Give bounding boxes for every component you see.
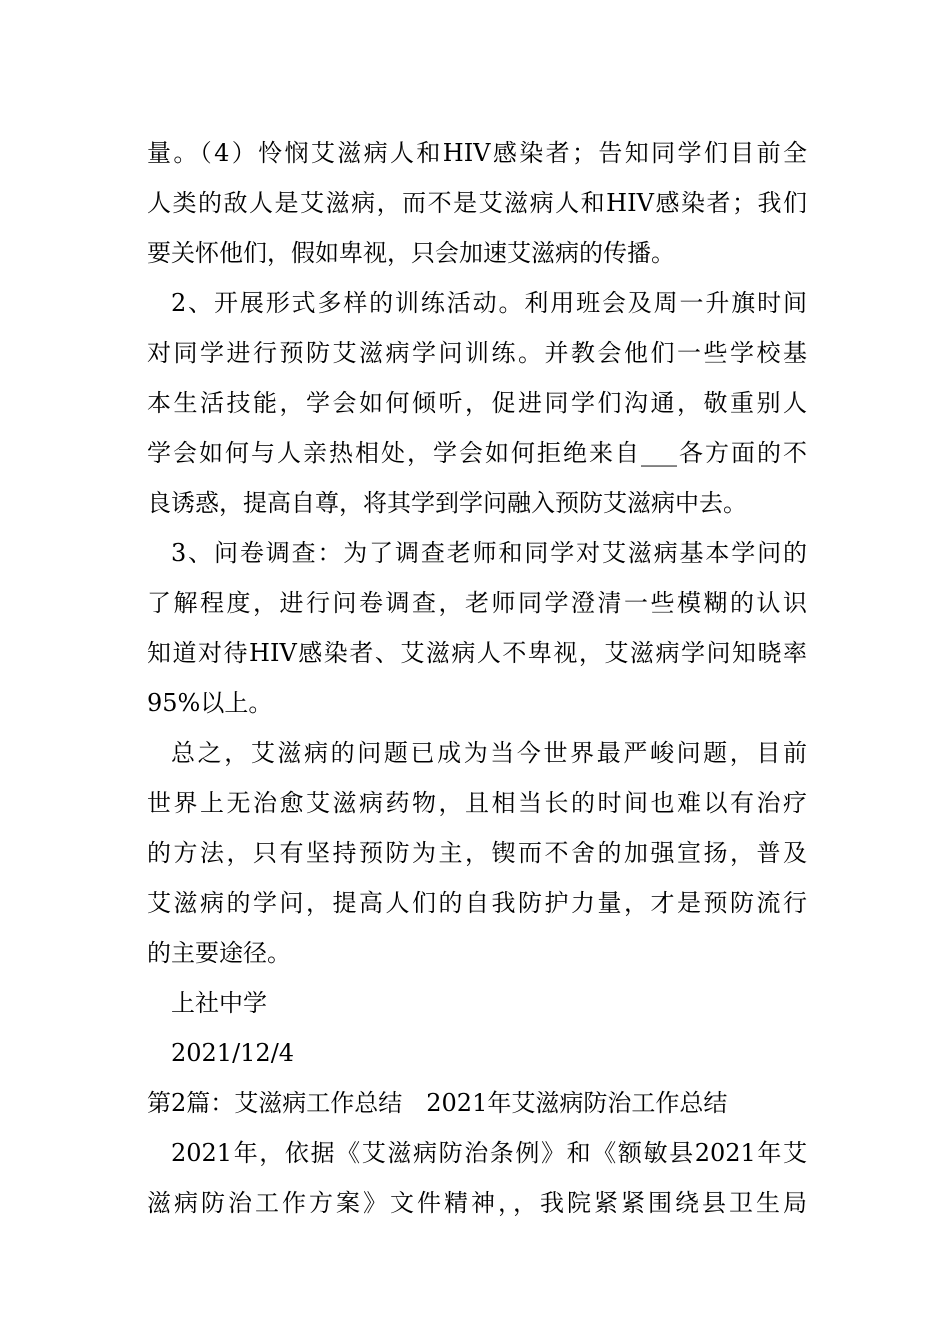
text-line: 95%以上。 — [147, 689, 273, 717]
text-line: 的方法，只有坚持预防为主，锲而不舍的加强宣扬，普及 — [147, 839, 807, 867]
school-name: 上社中学 — [171, 989, 267, 1017]
text-line: 人类的敌人是艾滋病，而不是艾滋病人和HIV感染者；我们 — [147, 189, 807, 217]
text-line: 世界上无治愈艾滋病药物，且相当长的时间也难以有治疗 — [147, 789, 807, 817]
section-heading: 第2篇：艾滋病工作总结 2021年艾滋病防治工作总结 — [147, 1089, 728, 1117]
text-line: 学会如何与人亲热相处，学会如何拒绝来自___各方面的不 — [147, 439, 807, 467]
text-line: 要关怀他们，假如卑视，只会加速艾滋病的传播。 — [147, 239, 675, 267]
text-line: 的主要途径。 — [147, 939, 291, 967]
text-line: 总之，艾滋病的问题已成为当今世界最严峻问题，目前 — [171, 739, 807, 767]
text-line: 对同学进行预防艾滋病学问训练。并教会他们一些学校基 — [147, 339, 807, 367]
text-line: 3、问卷调查：为了调查老师和同学对艾滋病基本学问的 — [171, 539, 807, 567]
text-line: 知道对待HIV感染者、艾滋病人不卑视，艾滋病学问知晓率 — [147, 639, 807, 667]
document-date: 2021/12/4 — [171, 1039, 295, 1067]
text-line: 2021年，依据《艾滋病防治条例》和《额敏县2021年艾 — [171, 1139, 807, 1167]
text-line: 滋病防治工作方案》文件精神，，我院紧紧围绕县卫生局 — [147, 1189, 807, 1217]
text-line: 艾滋病的学问，提高人们的自我防护力量，才是预防流行 — [147, 889, 807, 917]
text-line: 量。（4）怜悯艾滋病人和HIV感染者；告知同学们目前全 — [147, 139, 807, 167]
text-line: 本生活技能，学会如何倾听，促进同学们沟通，敬重别人 — [147, 389, 807, 417]
text-line: 了解程度，进行问卷调查，老师同学澄清一些模糊的认识 — [147, 589, 807, 617]
text-line: 良诱惑，提高自尊，将其学到学问融入预防艾滋病中去。 — [147, 489, 747, 517]
text-line: 2、开展形式多样的训练活动。利用班会及周一升旗时间 — [171, 289, 807, 317]
